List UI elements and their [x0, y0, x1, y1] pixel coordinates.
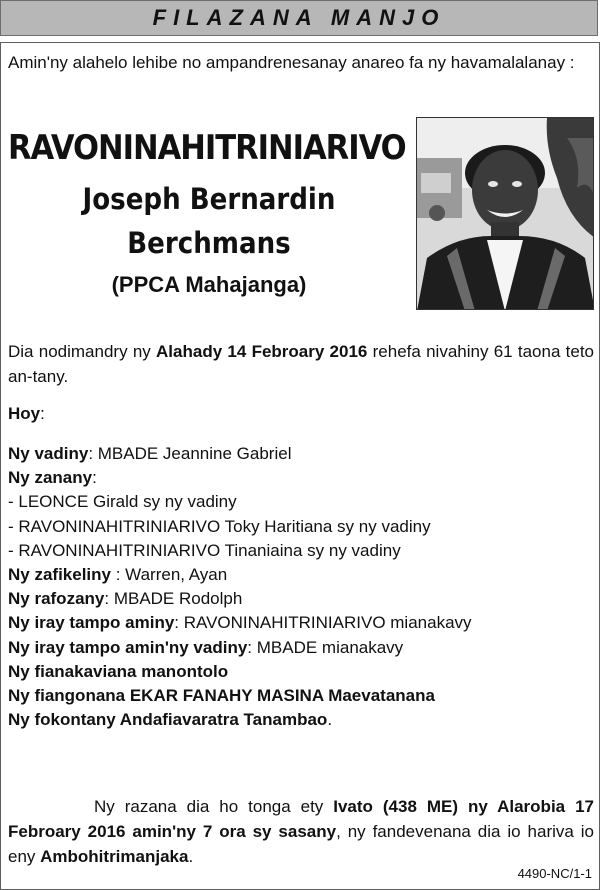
portrait-image — [417, 118, 594, 310]
hoy-label: Hoy — [8, 404, 41, 423]
extended-family-line — [8, 660, 472, 684]
funeral-part-3: . — [188, 847, 194, 866]
siblings-label: Ny iray tampo aminy — [8, 613, 175, 633]
father-in-law-label: Ny rafozany — [8, 589, 105, 609]
funeral-place: Ambohitrimanjaka — [40, 847, 189, 866]
church-line — [8, 684, 472, 708]
children-line — [8, 466, 472, 490]
announcement-title: FILAZANA MANJO — [152, 5, 446, 30]
spouse-siblings-value: : MBADE mianakavy — [247, 637, 404, 657]
reference-code: 4490-NC/1-1 — [517, 866, 592, 881]
siblings-value: : RAVONINAHITRINIARIVO mianakavy — [174, 613, 472, 633]
grandchildren-value: : Warren, Ayan — [111, 565, 228, 585]
funeral-part-1: Ny razana dia ho tonga ety — [94, 797, 334, 816]
child-item: - RAVONINAHITRINIARIVO Tinaniaina sy ny vadiny — [8, 540, 401, 560]
spouse-siblings-label: Ny iray tampo amin'ny vadiny — [8, 637, 248, 657]
spouse-line — [8, 442, 472, 466]
death-date: Alahady 14 Febroary 2016 — [156, 342, 368, 361]
spouse-siblings-line — [8, 636, 472, 660]
fokontany-line — [8, 708, 472, 732]
spouse-value: : MBADE Jeannine Gabriel — [88, 444, 292, 463]
hoy-suffix: : — [40, 404, 45, 423]
fokontany-suffix: . — [327, 710, 333, 730]
deceased-given-names: Joseph Bernardin — [82, 182, 336, 216]
child-item: - RAVONINAHITRINIARIVO Toky Haritiana sy ny vadiny — [8, 516, 431, 536]
father-in-law-value: : MBADE Rodolph — [104, 589, 243, 609]
death-suffix: rehefa nivahiny 61 taona teto an-tany. — [8, 342, 595, 386]
funeral-arrival: Ivato (438 ME) ny Alarobia 17 Febroary 2016 amin'ny 7 ora sy sasany — [8, 797, 594, 841]
death-prefix: Dia nodimandry ny — [8, 342, 157, 361]
deceased-organization: (PPCA Mahajanga) — [111, 272, 307, 297]
funeral-part-2: , ny fandevenana dia io hariva io eny — [8, 822, 594, 866]
hoy-line — [8, 401, 594, 426]
church-text: Ny fiangonana EKAR FANAHY MASINA Maevatanana — [8, 686, 435, 706]
funeral-notice — [8, 794, 594, 869]
deceased-surname: RAVONINAHITRINIARIVO — [8, 128, 406, 168]
extended-family-text: Ny fianakaviana manontolo — [8, 661, 229, 681]
children-suffix: : — [92, 468, 97, 488]
grandchildren-line — [8, 563, 472, 587]
spouse-label: Ny vadiny — [8, 444, 89, 463]
deceased-given-names-2: Berchmans — [127, 226, 291, 260]
children-label: Ny zanany — [8, 468, 93, 488]
death-notice — [8, 339, 594, 389]
family-list — [8, 442, 472, 732]
siblings-line — [8, 611, 472, 635]
deceased-portrait-photo — [416, 117, 594, 310]
father-in-law-line — [8, 587, 472, 611]
child-item: - LEONCE Girald sy ny vadiny — [8, 492, 237, 512]
fokontany-text: Ny fokontany Andafiavaratra Tanambao — [8, 710, 328, 730]
grandchildren-label: Ny zafikeliny — [8, 565, 111, 585]
announcement-header — [0, 0, 598, 36]
intro-text: Amin'ny alahelo lehibe no ampandrenesanay anareo fa ny havamalalanay : — [8, 53, 575, 72]
